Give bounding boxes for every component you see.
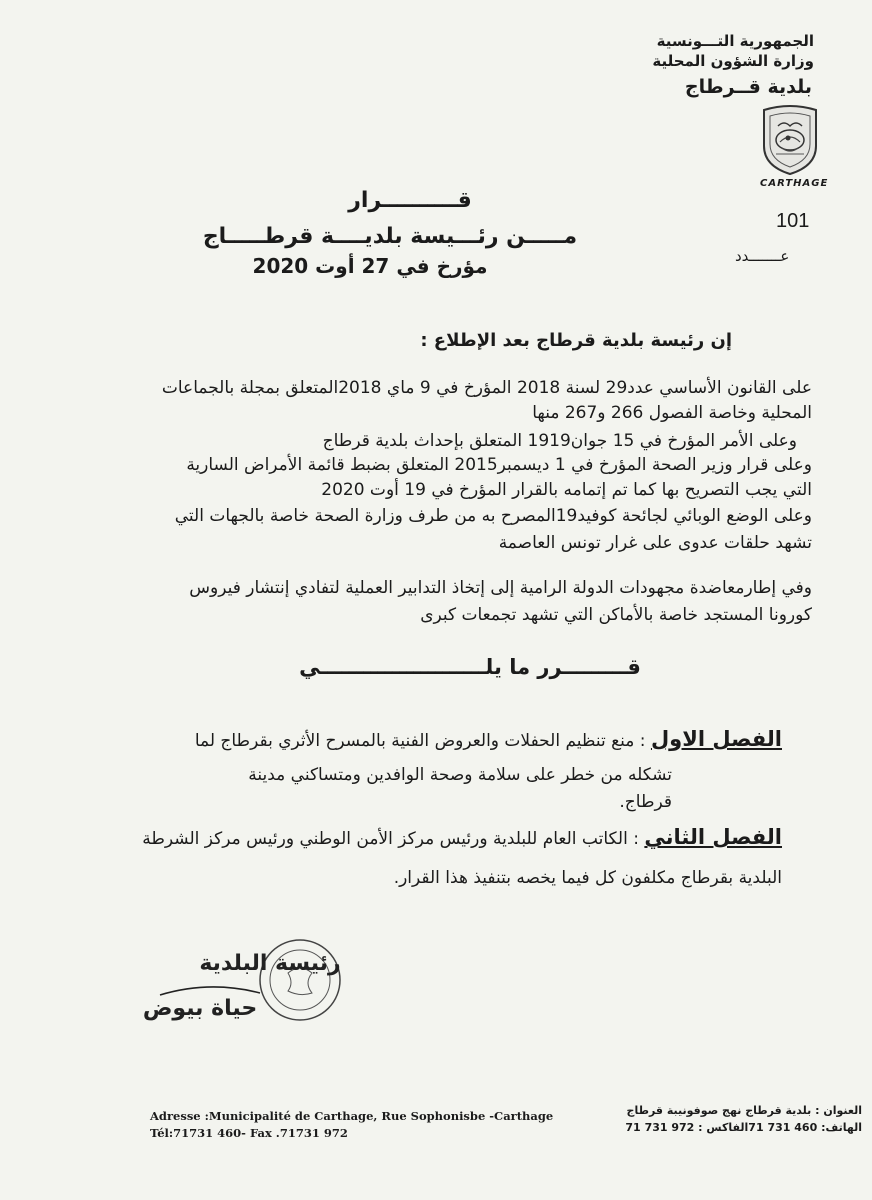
consideration-line: تشهد حلقات عدوى على غرار تونس العاصمة xyxy=(498,533,812,553)
number-label: عـــــــدد xyxy=(735,247,790,265)
intro-line: إن رئيسة بلدية قرطاج بعد الإطلاع : xyxy=(420,330,732,351)
svg-text:حياة بيوض: حياة بيوض xyxy=(142,996,258,1021)
footer-address-french xyxy=(150,1108,553,1142)
decision-date: مؤرخ في 27 أوت 2020 xyxy=(252,254,488,278)
svg-text:رئيسة البلدية: رئيسة البلدية xyxy=(199,951,341,976)
article-2-first-line: الفصل الثاني : الكاتب العام للبلدية ورئيس مركز الأمن الوطني ورئيس مركز الشرطة xyxy=(142,825,782,849)
municipality-header: بلدية قــرطاج xyxy=(684,76,812,98)
footer-phone-line: الهاتف: 460 731 71الفاكس : 972 731 71 xyxy=(625,1121,862,1134)
ministry-header: وزارة الشؤون المحلية xyxy=(652,52,814,70)
article-1-line: تشكله من خطر على سلامة وصحة الوافدين ومتساكني مدينة xyxy=(248,765,672,785)
footer-address-line: Adresse :Municipalité de Carthage, Rue Sophonisbe -Carthage xyxy=(150,1109,554,1123)
article-2-line: البلدية بقرطاج مكلفون كل فيما يخصه بتنفيذ هذا القرار. xyxy=(393,868,782,888)
article-1-text: منع تنظيم الحفلات والعروض الفنية بالمسرح الأثري بقرطاج لما xyxy=(194,731,635,751)
article-1-line: قرطاج. xyxy=(619,792,672,812)
footer-address-arabic xyxy=(625,1102,862,1136)
consideration-line: وفي إطارمعاضدة مجهودات الدولة الرامية إلى إتخاذ التدابير العملية لتفادي إنتشار فيروس xyxy=(189,578,812,598)
republic-header: الجمهورية التـــونسية xyxy=(656,32,814,50)
signature-stamp xyxy=(140,935,360,1035)
consideration-line: كورونا المستجد خاصة بالأماكن التي تشهد تجمعات كبرى xyxy=(420,605,812,625)
carthage-emblem-icon xyxy=(758,102,822,176)
article-1-first-line: الفصل الاول : منع تنظيم الحفلات والعروض الفنية بالمسرح الأثري بقرطاج لما xyxy=(194,727,782,751)
footer-address-line: العنوان : بلدية قرطاج نهج صوفونيبة قرطاج xyxy=(626,1104,862,1117)
consideration-line: على القانون الأساسي عدد29 لسنة 2018 المؤرخ في 9 ماي 2018المتعلق بمجلة بالجماعات xyxy=(161,378,812,398)
decision-heading: قـــــــــرر ما يلـــــــــــــــــــــــي xyxy=(299,655,641,679)
footer-phone-line: Tél:71731 460- Fax .71731 972 xyxy=(150,1126,348,1140)
consideration-line: وعلى الوضع الوبائي لجائحة كوفيد19المصرح به من طرف وزارة الصحة خاصة بالجهات التي xyxy=(174,506,812,526)
decision-issuer: مـــــن رئـــيسة بلديــــة قرطـــــاج xyxy=(202,224,578,249)
article-2-text: الكاتب العام للبلدية ورئيس مركز الأمن الوطني ورئيس مركز الشرطة xyxy=(142,829,628,849)
consideration-line: وعلى الأمر المؤرخ في 15 جوان1919 المتعلق بإحداث بلدية قرطاج xyxy=(322,431,797,451)
decision-title: قــــــــــرار xyxy=(348,188,472,213)
article-2-heading: الفصل الثاني xyxy=(644,825,782,849)
article-1-heading: الفصل الاول xyxy=(650,727,782,751)
emblem-caption: CARTHAGE xyxy=(760,178,829,189)
consideration-line: وعلى قرار وزير الصحة المؤرخ في 1 ديسمبر2015 المتعلق بضبط قائمة الأمراض السارية xyxy=(186,455,812,475)
consideration-line: المحلية وخاصة الفصول 266 و267 منها xyxy=(532,403,812,423)
consideration-line: التي يجب التصريح بها كما تم إتمامه بالقرار المؤرخ في 19 أوت 2020 xyxy=(321,480,812,500)
decision-number: 101 xyxy=(776,210,810,232)
